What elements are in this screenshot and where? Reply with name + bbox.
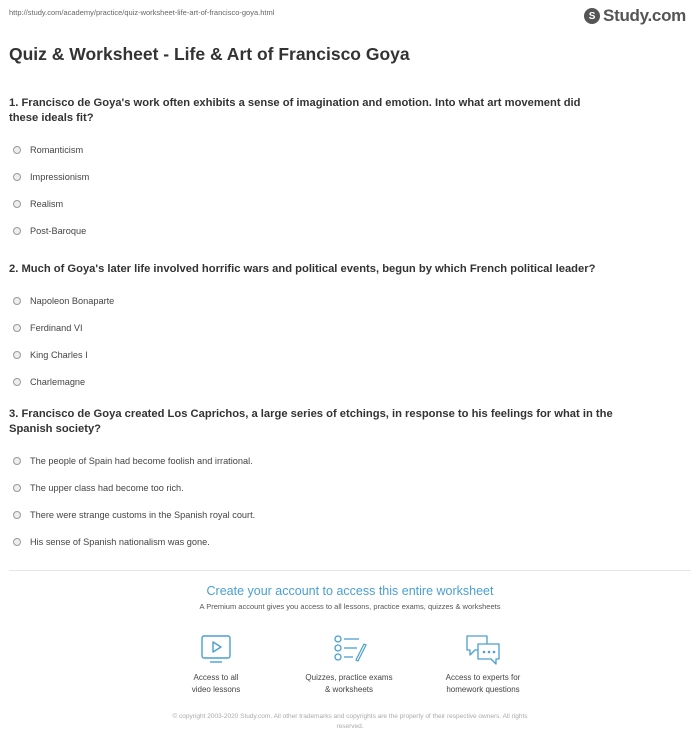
radio-button-icon[interactable] bbox=[13, 378, 21, 386]
premium-features bbox=[0, 632, 700, 702]
radio-button-icon[interactable] bbox=[13, 173, 21, 181]
answer-option[interactable]: Impressionism bbox=[9, 163, 689, 190]
question-text: 2. Much of Goya's later life involved horrific wars and political events, begun by which French political leader? bbox=[9, 263, 596, 275]
radio-button-icon[interactable] bbox=[13, 484, 21, 492]
question-2 bbox=[9, 262, 689, 395]
radio-button-icon[interactable] bbox=[13, 538, 21, 546]
chat-bubbles-icon bbox=[463, 632, 503, 666]
feature-video-lessons: Access to all video lessons bbox=[141, 632, 291, 696]
answer-option[interactable]: Charlemagne bbox=[9, 368, 689, 395]
answer-option[interactable]: There were strange customs in the Spanish royal court. bbox=[9, 501, 689, 528]
question-1 bbox=[9, 96, 689, 244]
cta-subtitle: A Premium account gives you access to all lessons, practice exams, quizzes & worksheets bbox=[199, 602, 501, 611]
answer-options bbox=[9, 136, 689, 244]
answer-option[interactable]: Realism bbox=[9, 190, 689, 217]
question-text: 3. Francisco de Goya created Los Caprichos, a large series of etchings, in response to his feelings for what in the Spanish society? bbox=[9, 408, 613, 435]
radio-button-icon[interactable] bbox=[13, 324, 21, 332]
question-text: 1. Francisco de Goya's work often exhibits a sense of imagination and emotion. Into what art movement did these ideals fit? bbox=[9, 97, 581, 124]
copyright-footer: © copyright 2003-2020 Study.com. All other trademarks and copyrights are the property of their respective owners. All rights reserved. bbox=[172, 713, 528, 730]
answer-option[interactable]: King Charles I bbox=[9, 341, 689, 368]
answer-option[interactable]: The upper class had become too rich. bbox=[9, 474, 689, 501]
radio-button-icon[interactable] bbox=[13, 511, 21, 519]
study-logo-icon: S bbox=[584, 8, 600, 24]
radio-button-icon[interactable] bbox=[13, 227, 21, 235]
quiz-checklist-icon bbox=[329, 632, 369, 666]
answer-option[interactable]: Ferdinand VI bbox=[9, 314, 689, 341]
question-3 bbox=[9, 407, 689, 555]
radio-button-icon[interactable] bbox=[13, 146, 21, 154]
signup-cta bbox=[0, 584, 700, 611]
radio-button-icon[interactable] bbox=[13, 200, 21, 208]
section-divider bbox=[9, 570, 691, 571]
top-bar bbox=[0, 0, 700, 34]
video-lesson-icon bbox=[196, 632, 236, 666]
answer-option[interactable]: Napoleon Bonaparte bbox=[9, 287, 689, 314]
answer-option[interactable]: His sense of Spanish nationalism was gone. bbox=[9, 528, 689, 555]
feature-quizzes: Quizzes, practice exams & worksheets bbox=[274, 632, 424, 696]
answer-options bbox=[9, 447, 689, 555]
study-logo[interactable] bbox=[584, 6, 686, 26]
page-title: Quiz & Worksheet - Life & Art of Francisco Goya bbox=[9, 44, 410, 64]
radio-button-icon[interactable] bbox=[13, 351, 21, 359]
cta-title[interactable]: Create your account to access this entire worksheet bbox=[206, 584, 494, 598]
answer-option[interactable]: Post-Baroque bbox=[9, 217, 689, 244]
answer-option[interactable]: Romanticism bbox=[9, 136, 689, 163]
study-logo-text: Study.com bbox=[603, 6, 686, 25]
answer-options bbox=[9, 287, 689, 395]
radio-button-icon[interactable] bbox=[13, 297, 21, 305]
answer-option[interactable]: The people of Spain had become foolish and irrational. bbox=[9, 447, 689, 474]
page-url[interactable]: http://study.com/academy/practice/quiz-worksheet-life-art-of-francisco-goya.html bbox=[9, 8, 275, 17]
feature-experts: Access to experts for homework questions bbox=[408, 632, 558, 696]
radio-button-icon[interactable] bbox=[13, 457, 21, 465]
